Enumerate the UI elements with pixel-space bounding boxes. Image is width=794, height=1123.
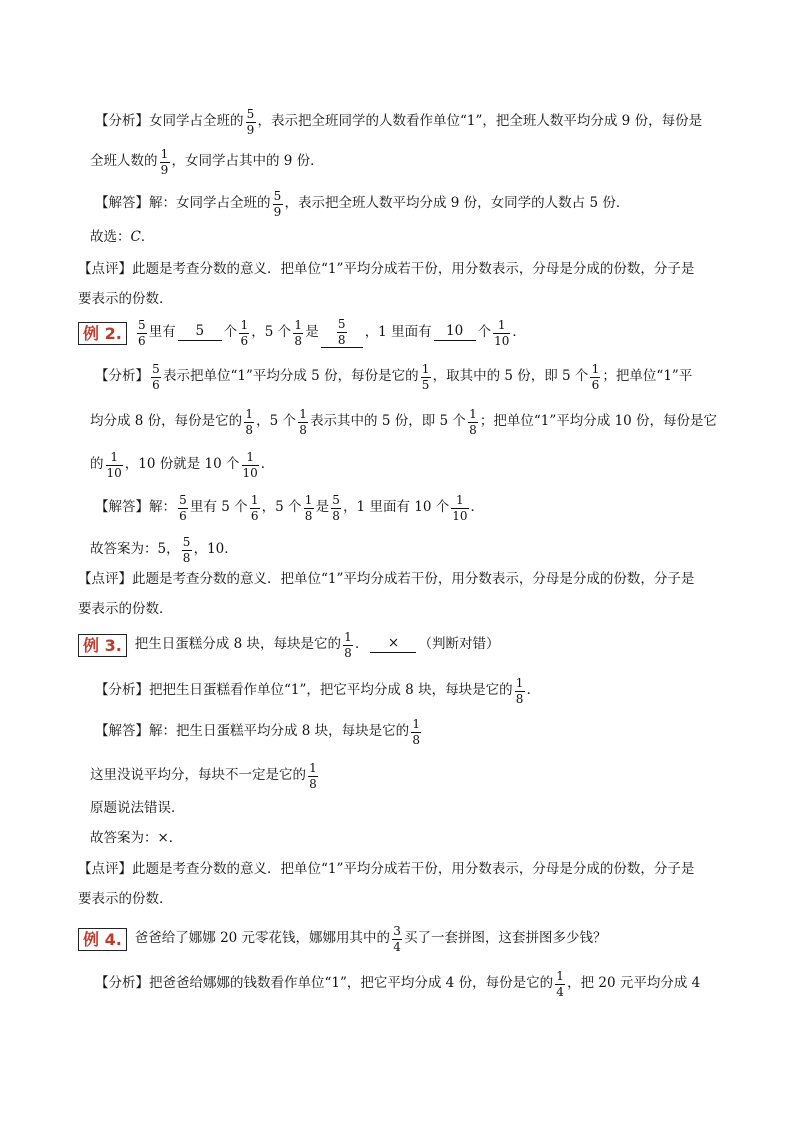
fraction-5-8: $\frac{5}{8}$ (182, 535, 191, 565)
text: 是 (315, 499, 330, 516)
fraction-1-5: $\frac{1}{5}$ (421, 362, 430, 392)
choice-line (90, 231, 154, 245)
answer-blank: × (370, 637, 416, 653)
analysis-tag: 【分析】 (95, 368, 149, 385)
text: ；把单位“1”平均分成 10 份，每份是它 (479, 413, 718, 430)
answer-tag: 【解答】 (95, 499, 149, 516)
fraction-1-8: $\frac{1}{8}$ (245, 407, 253, 437)
review-tag: 【点评】 (78, 861, 132, 877)
analysis-line (95, 677, 540, 705)
example-4-question (78, 925, 607, 953)
review-line-1 (78, 263, 694, 277)
fraction-1-8: $\frac{1}{8}$ (309, 761, 317, 791)
review-tag: 【点评】 (78, 571, 132, 587)
text: ，取其中的 5 份，即 5 个 (432, 368, 589, 385)
answer-line (95, 190, 629, 218)
text: 原题说法错误． (90, 800, 185, 816)
text: 的 (90, 456, 104, 473)
text: 爸爸给了娜娜 20 元零花钱，娜娜用其中的 (134, 930, 391, 947)
solution-line-2 (90, 762, 320, 790)
review-line-1 (78, 573, 694, 587)
fraction-1-9: $\frac{1}{9}$ (160, 147, 169, 177)
fraction-1-6: $\frac{1}{6}$ (250, 493, 259, 523)
text: ，1 里面有 (364, 324, 432, 341)
text: 表示其中的 5 份，即 5 个 (310, 413, 466, 430)
answer-blank-1: 5 (178, 325, 222, 341)
text: 买了一套拼图，这套拼图多少钱？ (404, 930, 607, 947)
solution-line-3 (90, 802, 185, 816)
fraction-5-8: $\frac{5}{8}$ (332, 493, 340, 523)
analysis-line-3 (90, 451, 274, 479)
review-tag: 【点评】 (78, 261, 132, 277)
text: 故答案为：×． (90, 830, 183, 846)
fraction-1-10: $\frac{1}{10}$ (106, 450, 122, 480)
fraction-1-8: $\frac{1}{8}$ (299, 407, 307, 437)
text: 解： (149, 499, 176, 516)
text: （判断对错） (418, 636, 500, 653)
text: 女同学占全班的 (149, 113, 244, 130)
analysis-tag: 【分析】 (95, 975, 149, 992)
choice-value: C (130, 229, 141, 245)
example-2-label: 例 2. (78, 322, 127, 345)
text: ，女同学占其中的 9 份． (171, 153, 324, 170)
text: 把生日蛋糕分成 8 块，每块是它的 (134, 636, 341, 653)
text: 要表示的份数． (78, 291, 173, 307)
fraction-1-8: $\frac{1}{8}$ (469, 407, 477, 437)
fraction-1-8: $\frac{1}{8}$ (344, 630, 352, 660)
text: ． (526, 682, 541, 699)
text: ． (260, 456, 275, 473)
text: 这里没说平均分，每块不一定是它的 (90, 767, 306, 784)
answer-line (95, 494, 484, 522)
text: ，10 份就是 10 个 (124, 456, 240, 473)
final-answer-line (90, 832, 182, 846)
text: ． (470, 499, 484, 516)
example-2-question (78, 318, 526, 348)
fraction-1-8: $\frac{1}{8}$ (412, 717, 420, 747)
fraction-1-8: $\frac{1}{8}$ (515, 676, 524, 706)
fraction-1-4: $\frac{1}{4}$ (556, 969, 564, 999)
fraction-1-8: $\frac{1}{8}$ (294, 318, 302, 348)
review-line-2 (78, 893, 173, 907)
analysis-line (95, 970, 700, 998)
text: 个 (223, 324, 238, 341)
example-4-label: 例 4. (78, 928, 127, 951)
text: 里有 (148, 324, 176, 341)
text: 表示把单位“1”平均分成 5 份，每份是它的 (163, 368, 419, 385)
fraction-5-6: $\frac{5}{6}$ (137, 318, 146, 348)
fraction-1-10: $\frac{1}{10}$ (242, 450, 258, 480)
text: 是 (305, 324, 319, 341)
text: ，表示把全班同学的人数看作单位“1”，把全班人数平均分成 9 份，每份是 (257, 113, 703, 130)
text: ，把 20 元平均分成 4 (567, 975, 701, 992)
analysis-tag: 【分析】 (95, 113, 149, 130)
text: 均分成 8 份，每份是它的 (90, 413, 243, 430)
analysis-line-2 (90, 148, 324, 176)
review-line-2 (78, 603, 173, 617)
text: ，10． (193, 541, 238, 558)
text: 解：女同学占全班的 (149, 195, 271, 212)
fraction-1-6: $\frac{1}{6}$ (591, 362, 600, 392)
text: ，5 个 (256, 413, 297, 430)
text: 里有 5 个 (190, 499, 248, 516)
fraction-5-6: $\frac{5}{6}$ (152, 362, 160, 392)
example-3-label: 例 3. (78, 634, 127, 657)
text: 故选： (90, 229, 131, 245)
fraction-1-10: $\frac{1}{10}$ (452, 493, 468, 523)
fraction-5-9: $\frac{5}{9}$ (273, 189, 282, 219)
analysis-line-1 (95, 108, 702, 136)
analysis-tag: 【分析】 (95, 682, 149, 699)
review-line-1 (78, 863, 694, 877)
text: 要表示的份数． (78, 601, 173, 617)
fraction-1-10: $\frac{1}{10}$ (494, 318, 510, 348)
text: ，5 个 (251, 324, 292, 341)
answer-blank-2 (321, 318, 363, 348)
analysis-line-1 (95, 363, 692, 391)
text: ，5 个 (261, 499, 302, 516)
fraction-5-8: $\frac{5}{8}$ (337, 317, 346, 347)
fraction-1-6: $\frac{1}{6}$ (240, 318, 249, 348)
text: ，表示把全班人数平均分成 9 份，女同学的人数占 5 份． (284, 195, 630, 212)
text: ． (354, 636, 369, 653)
fraction-1-8: $\frac{1}{8}$ (304, 493, 313, 523)
answer-tag: 【解答】 (95, 195, 149, 212)
example-3-question (78, 631, 499, 659)
final-answer-line (90, 536, 238, 564)
review-line-2 (78, 293, 173, 307)
analysis-line-2 (90, 408, 717, 436)
text: ． (140, 229, 155, 245)
answer-blank-3: 10 (434, 325, 476, 341)
text: 要表示的份数． (78, 891, 173, 907)
text: ；把单位“1”平 (602, 368, 693, 385)
text: 此题是考查分数的意义．把单位“1”平均分成若干份，用分数表示，分母是分成的份数，分子是 (132, 571, 695, 587)
text: 全班人数的 (90, 153, 158, 170)
answer-line (95, 718, 423, 746)
text: ，1 里面有 10 个 (343, 499, 450, 516)
fraction-5-9: $\frac{5}{9}$ (246, 107, 255, 137)
text: 把把生日蛋糕看作单位“1”，把它平均分成 8 块，每块是它的 (149, 682, 513, 699)
text: 此题是考查分数的意义．把单位“1”平均分成若干份，用分数表示，分母是分成的份数，分子是 (132, 861, 695, 877)
fraction-3-4: $\frac{3}{4}$ (393, 924, 401, 954)
text: 个 (477, 324, 492, 341)
text: 故答案为：5， (90, 541, 180, 558)
text: ． (512, 324, 526, 341)
text: 解：把生日蛋糕平均分成 8 块，每块是它的 (149, 723, 410, 740)
text: 此题是考查分数的意义．把单位“1”平均分成若干份，用分数表示，分母是分成的份数，分子是 (132, 261, 695, 277)
text: 把爸爸给娜娜的钱数看作单位“1”，把它平均分成 4 份，每份是它的 (149, 975, 554, 992)
answer-tag: 【解答】 (95, 723, 149, 740)
fraction-5-6: $\frac{5}{6}$ (179, 493, 187, 523)
